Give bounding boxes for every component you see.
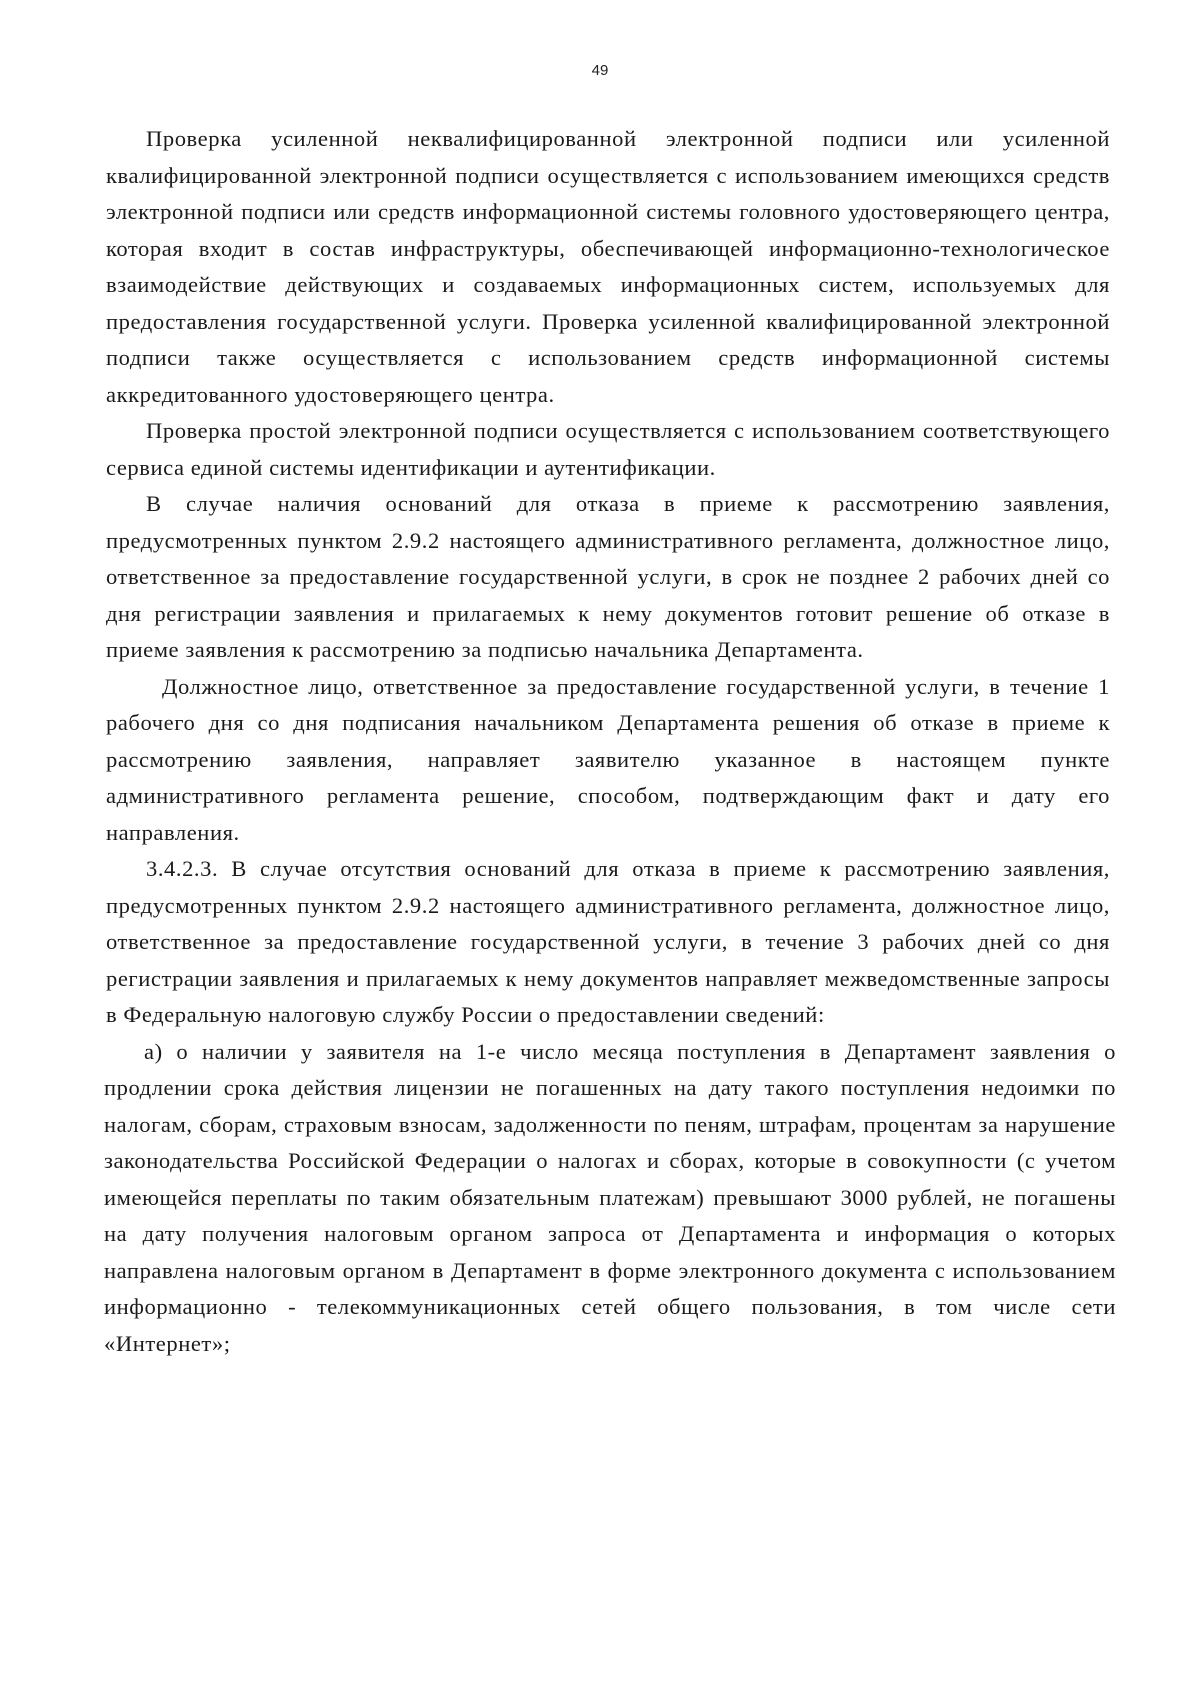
paragraph-signature-verification: Проверка усиленной неквалифицированной электронной подписи или усиленной квалифицированной электронной подписи осуществляется с использованием имеющихся средств электронной подписи или средств информационной системы головного удостоверяющего центра, которая входит в состав инфраструктуры, обеспечивающей информационно-технологическое взаимодействие действующих и создаваемых информационных систем, используемых для предоставления государственной услуги. Проверка усиленной квалифицированной электронной подписи также осуществляется с использованием средств информационной системы аккредитованного удостоверяющего центра. xyxy=(106,126,1110,407)
paragraph-refusal-grounds: В случае наличия оснований для отказа в приеме к рассмотрению заявления, предусмотренных пунктом 2.9.2 настоящего административного регламента, должностное лицо, ответственное за предоставление государственной услуги, в срок не позднее 2 рабочих дней со дня регистрации заявления и прилагаемых к нему документов готовит решение об отказе в приеме заявления к рассмотрению за подписью начальника Департамента. xyxy=(106,491,1110,662)
paragraph-official-notification: Должностное лицо, ответственное за предоставление государственной услуги, в течение 1 рабочего дня со дня подписания начальником Департамента решения об отказе в приеме к рассмотрению заявления, направляет заявителю указанное в настоящем пункте административного регламента решение, способом, подтверждающим факт и дату его направления. xyxy=(106,673,1110,845)
paragraph-simple-signature: Проверка простой электронной подписи осуществляется с использованием соответствующего сервиса единой системы идентификации и аутентификации. xyxy=(106,418,1110,480)
page-number: 49 xyxy=(591,62,609,79)
paragraph-3-4-2-3: 3.4.2.3. В случае отсутствия оснований для отказа в приеме к рассмотрению заявления, предусмотренных пунктом 2.9.2 настоящего административного регламента, должностное лицо, ответственное за предоставление государственной услуги, в течение 3 рабочих дней со дня регистрации заявления и прилагаемых к нему документов направляет межведомственные запросы в Федеральную налоговую службу России о предоставлении сведений: xyxy=(106,856,1110,1027)
list-item-a: а) о наличии у заявителя на 1-е число месяца поступления в Департамент заявления о продлении срока действия лицензии не погашенных на дату такого поступления недоимки по налогам, сборам, страховым взносам, задолженности по пеням, штрафам, процентам за нарушение законодательства Российской Федерации о налогах и сборах, которые в совокупности (с учетом имеющейся переплаты по таким обязательным платежам) превышают 3000 рублей, не погашены на дату получения налоговым органом запроса от Департамента и информация о которых направлена налоговым органом в Департамент в форме электронного документа с использованием информационно - телекоммуникационных сетей общего пользования, в том числе сети «Интернет»; xyxy=(104,1038,1116,1356)
document-body xyxy=(104,121,1116,1362)
